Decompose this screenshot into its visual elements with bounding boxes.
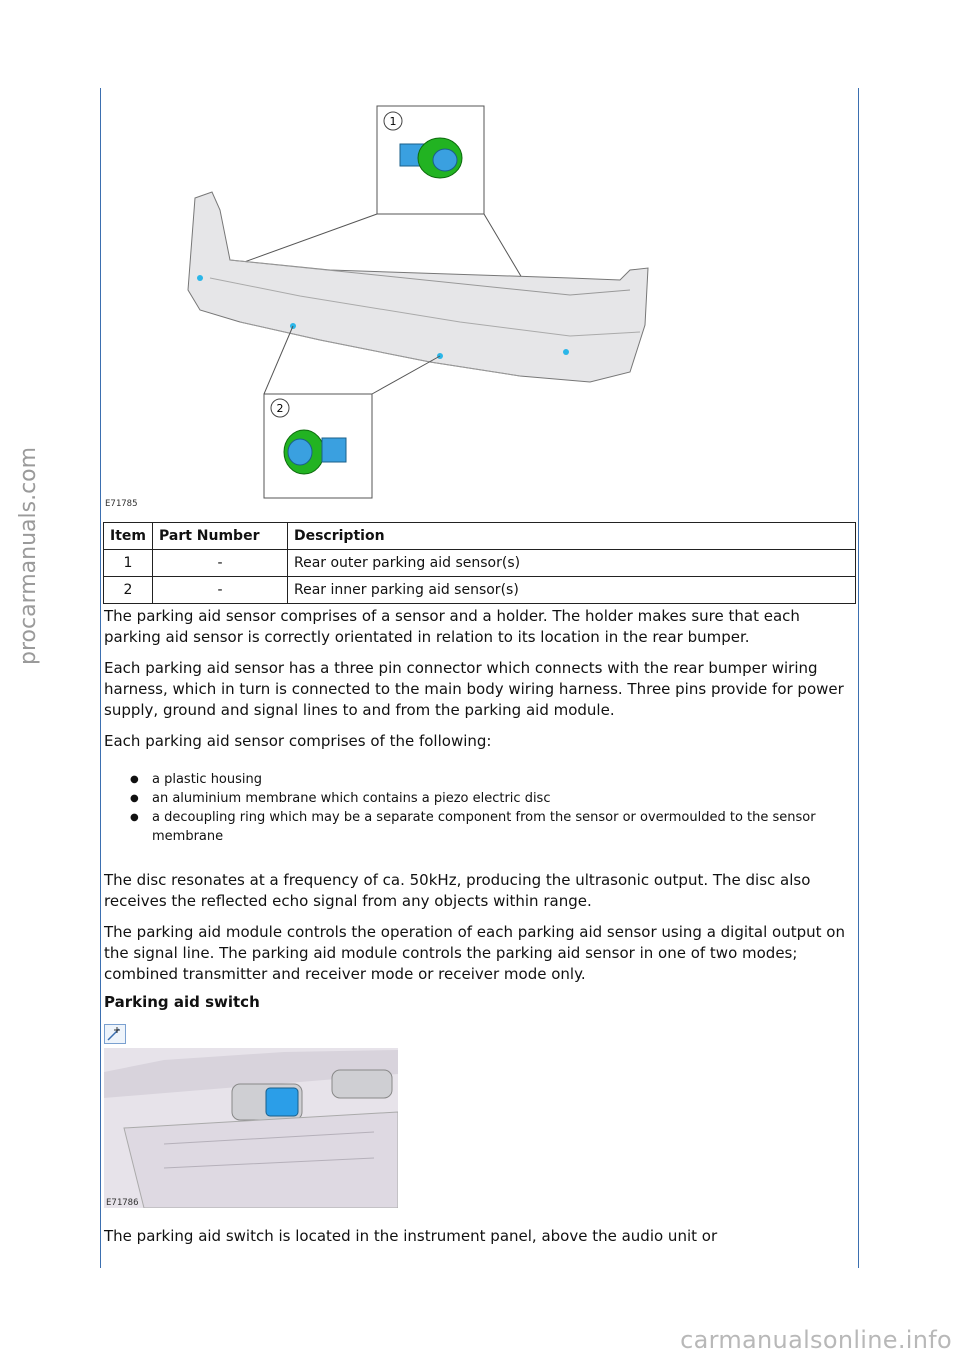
cell-description: Rear outer parking aid sensor(s) — [287, 550, 855, 577]
header-part-number: Part Number — [152, 523, 287, 550]
cell-description: Rear inner parking aid sensor(s) — [287, 577, 855, 604]
list-item: ● a plastic housing — [104, 770, 844, 789]
bottom-watermark: carmanualsonline.info — [680, 1326, 952, 1354]
cell-item: 2 — [104, 577, 153, 604]
parking-aid-switch-illustration — [104, 1048, 398, 1208]
paragraph-module-control: The parking aid module controls the operation of each parking aid sensor using a digital output on the signal line. The parking aid module controls the parking aid sensor in one of two modes; combined transmitter and receiver mode or receiver mode only. — [104, 923, 845, 983]
rear-bumper-illustration — [100, 100, 860, 510]
paragraph-disc-resonance: The disc resonates at a frequency of ca. 50kHz, producing the ultrasonic output. The disc also receives the reflected echo signal from any objects within range. — [104, 871, 811, 910]
paragraph-comprises: Each parking aid sensor comprises of the following: — [104, 732, 492, 750]
figure-2-code: E71786 — [106, 1198, 139, 1208]
sensor-components-list — [104, 770, 844, 846]
paragraph-connector: Each parking aid sensor has a three pin connector which connects with the rear bumper wiring harness, which in turn is connected to the main body wiring harness. Three pins provide for power supply, ground and signal lines to and from the parking aid module. — [104, 659, 844, 719]
callout-2-label: 2 — [276, 402, 284, 415]
header-item: Item — [104, 523, 153, 550]
callout-1-label: 1 — [389, 115, 397, 128]
zoom-icon[interactable] — [104, 1024, 126, 1044]
cell-part-number: - — [152, 577, 287, 604]
section-heading: Parking aid switch — [104, 993, 260, 1011]
paragraph-switch-location: The parking aid switch is located in the instrument panel, above the audio unit or — [104, 1227, 718, 1245]
side-watermark-text: procarmanuals.com — [16, 446, 41, 665]
list-item: ● an aluminium membrane which contains a piezo electric disc — [104, 789, 844, 808]
table-header-row — [104, 523, 856, 550]
cell-part-number: - — [152, 550, 287, 577]
figure-1-code: E71785 — [105, 499, 138, 509]
paragraph-sensor-holder: The parking aid sensor comprises of a sensor and a holder. The holder makes sure that each parking aid sensor is correctly orientated in relation to its location in the rear bumper. — [104, 607, 800, 646]
parts-table — [103, 522, 856, 604]
header-description: Description — [287, 523, 855, 550]
list-item: ● a decoupling ring which may be a separate component from the sensor or overmoulded to the sensor membrane — [104, 808, 844, 846]
cell-item: 1 — [104, 550, 153, 577]
table-row — [104, 577, 856, 604]
table-row — [104, 550, 856, 577]
